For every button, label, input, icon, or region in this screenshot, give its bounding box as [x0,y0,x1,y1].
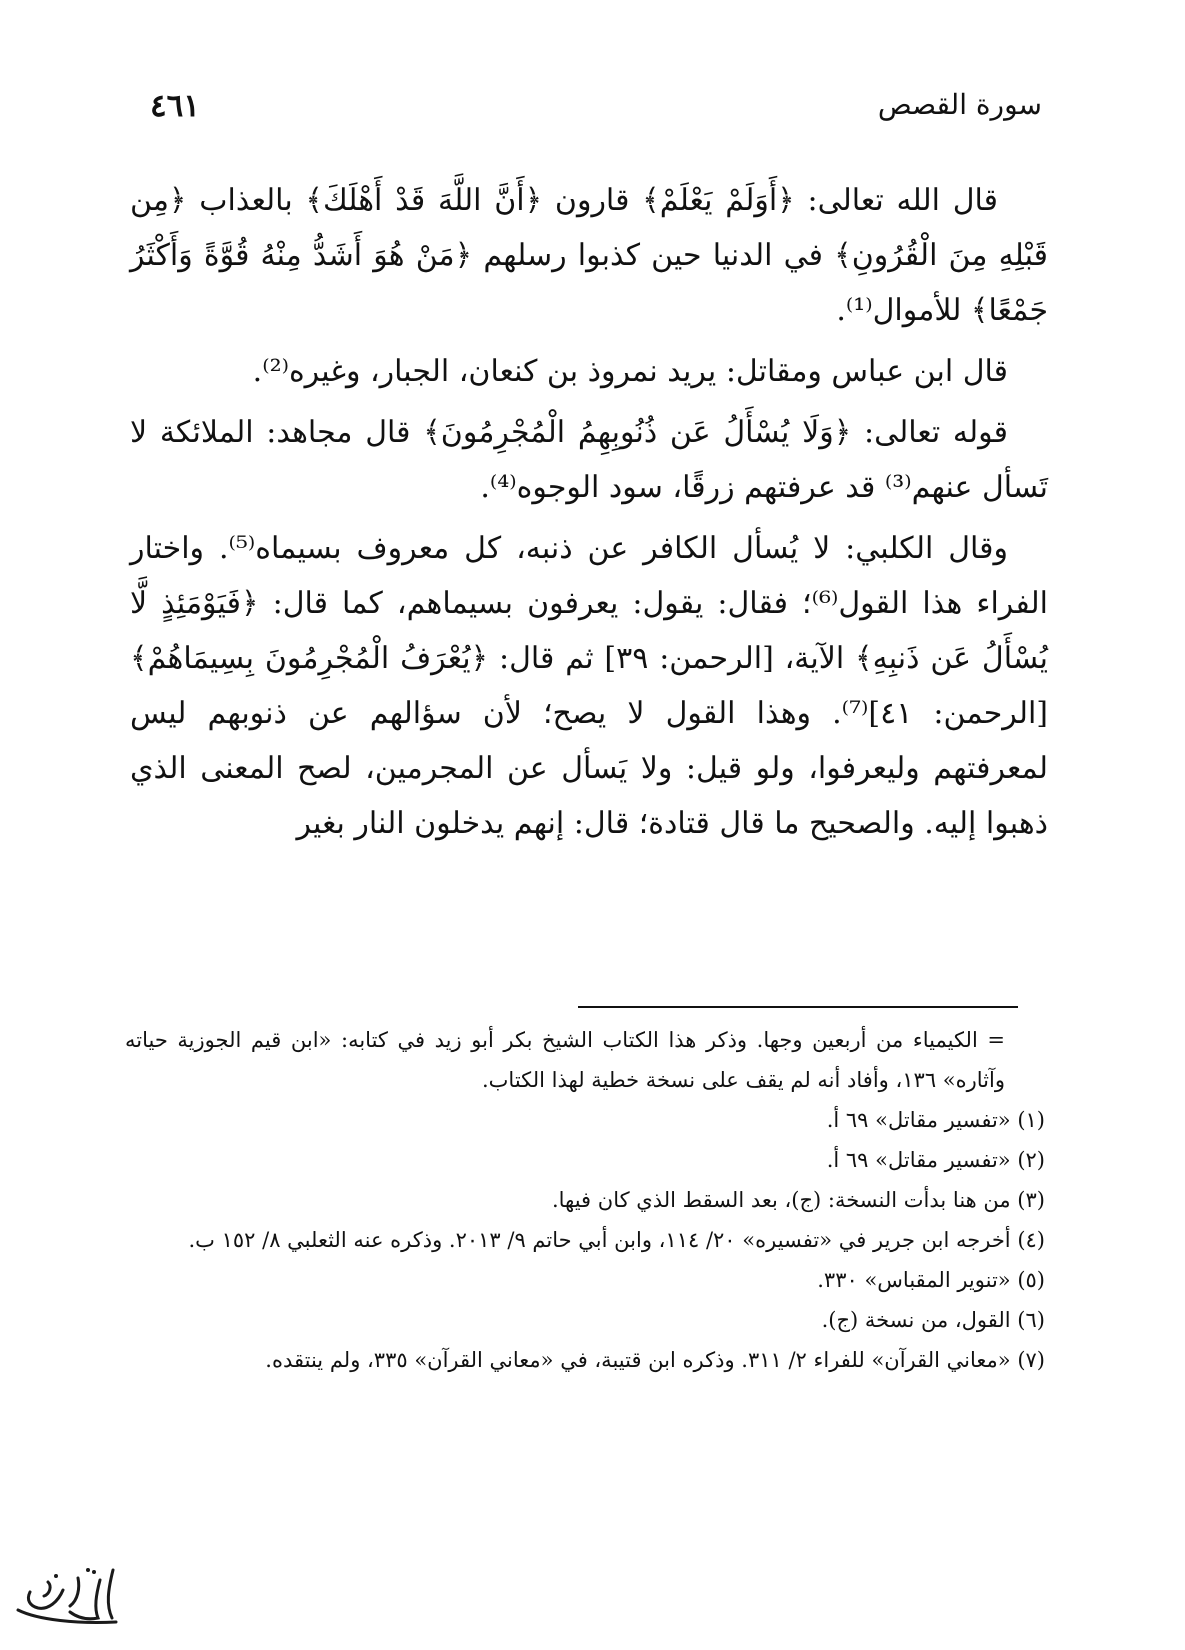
footnote: (٥) «تنوير المقباس» ٣٣٠. [817,1268,1045,1292]
page-header [150,88,1042,138]
surah-title: سورة القصص [877,88,1042,121]
footnote: (٤) أخرجه ابن جرير في «تفسيره» ٢٠/ ١١٤، وابن أبي حاتم ٩/ ٢٠١٣. وذكره عنه الثعلبي ٨/ ١٥٢ ب. [188,1228,1045,1252]
paragraph: قوله تعالى: ﴿وَلَا يُسْأَلُ عَن ذُنُوبِهِمُ الْمُجْرِمُونَ﴾ قال مجاهد: الملائكة لا تَسأل عنهم⁽³⁾ قد عرفتهم زرقًا، سود الوجوه⁽⁴⁾. [130,415,1048,505]
footnotes [125,1020,1045,1380]
publisher-stamp [8,1560,123,1632]
paragraph: قال الله تعالى: ﴿أَوَلَمْ يَعْلَمْ﴾ قارون ﴿أَنَّ اللَّهَ قَدْ أَهْلَكَ﴾ بالعذاب ﴿مِن قَبْلِهِ مِنَ الْقُرُونِ﴾ في الدنيا حين كذبوا رسلهم ﴿مَنْ هُوَ أَشَدُّ مِنْهُ قُوَّةً وَأَكْثَرُ جَمْعًا﴾ للأموال⁽¹⁾. [130,183,1048,328]
footnote-continuation: = الكيمياء من أربعين وجها. وذكر هذا الكتاب الشيخ بكر أبو زيد في كتابه: «ابن قيم الجوزية حياته وآثاره» ١٣٦، وأفاد أنه لم يقف على نسخة خطية لهذا الكتاب. [125,1028,1005,1092]
footnote: (١) «تفسير مقاتل» ٦٩ أ. [826,1108,1045,1132]
footnote: (٦) القول، من نسخة (ج). [821,1308,1045,1332]
footnote: (٧) «معاني القرآن» للفراء ٢/ ٣١١. وذكره ابن قتيبة، في «معاني القرآن» ٣٣٥، ولم ينتقده. [265,1348,1045,1372]
footnote-separator [578,1006,1018,1008]
footnote: (٣) من هنا بدأت النسخة: (ج)، بعد السقط الذي كان فيها. [551,1188,1045,1212]
paragraph: وقال الكلبي: لا يُسأل الكافر عن ذنبه، كل معروف بسيماه⁽⁵⁾. واختار الفراء هذا القول⁽⁶⁾؛ فقال: يقول: يعرفون بسيماهم، كما قال: ﴿فَيَوْمَئِذٍ لَّا يُسْأَلُ عَن ذَنبِهِ﴾ الآية، [الرحمن: ٣٩] ثم قال: ﴿يُعْرَفُ الْمُجْرِمُونَ بِسِيمَاهُمْ﴾ [الرحمن: ٤١]⁽⁷⁾. وهذا القول لا يصح؛ لأن سؤالهم عن ذنوبهم ليس لمعرفتهم وليعرفوا، ولو قيل: ولا يَسأل عن المجرمين، لصح المعنى الذي ذهبوا إليه. والصحيح ما قال قتادة؛ قال: إنهم يدخلون النار بغير [130,531,1048,841]
main-text [130,173,1048,857]
paragraph: قال ابن عباس ومقاتل: يريد نمروذ بن كنعان، الجبار، وغيره⁽²⁾. [252,354,1008,389]
footnote: (٢) «تفسير مقاتل» ٦٩ أ. [826,1148,1045,1172]
page-number: ٤٦١ [150,88,200,124]
